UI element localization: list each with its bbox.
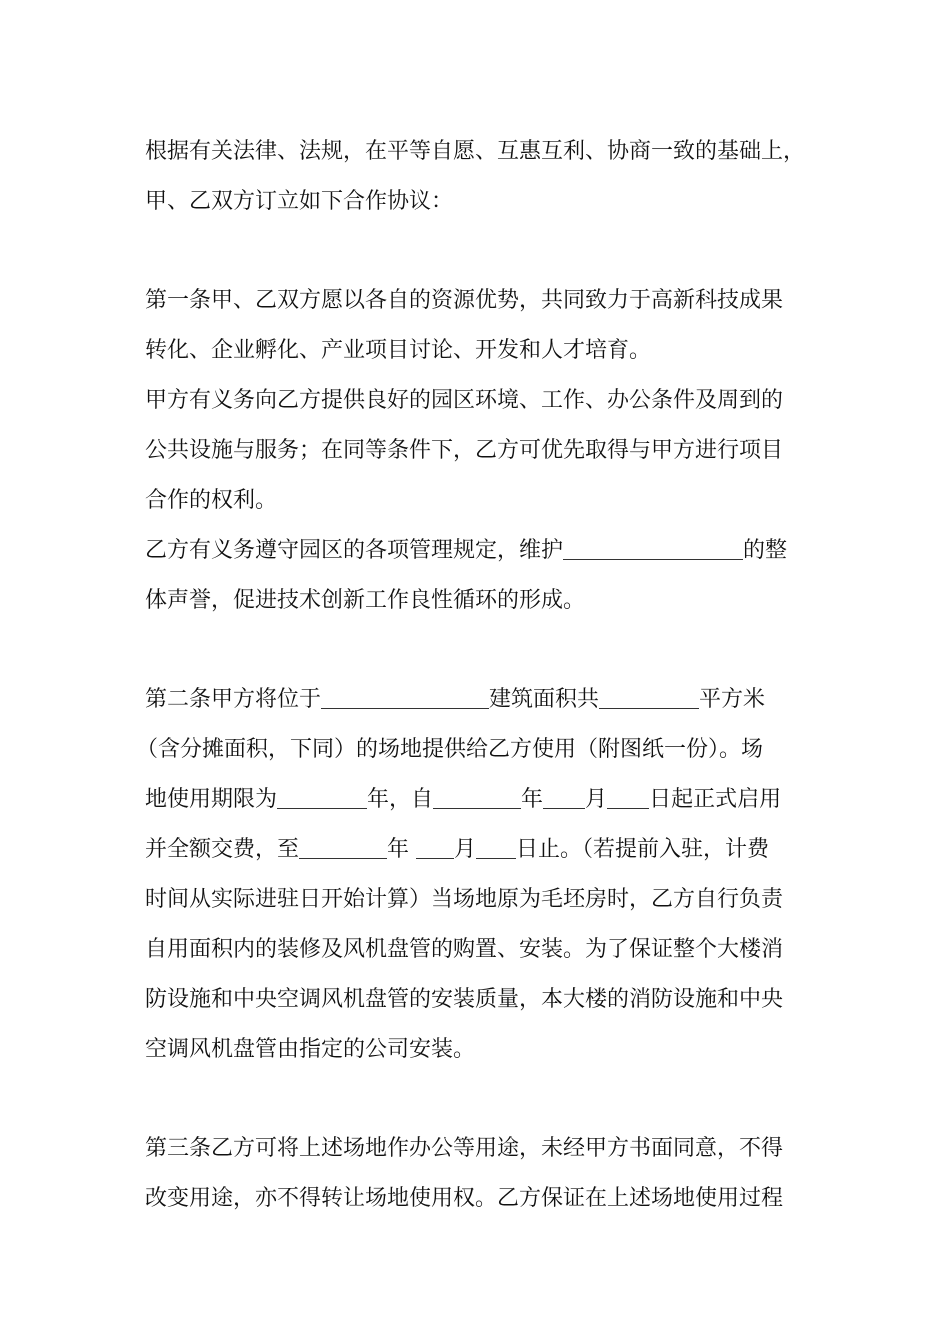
- text-segment: 并全额交费，至: [145, 837, 300, 862]
- fill-in-blank-end-day[interactable]: [476, 836, 516, 859]
- fill-in-blank-location[interactable]: [321, 686, 489, 709]
- article-1-line-1: 第一条甲、乙双方愿以各自的资源优势，共同致力于高新科技成果: [145, 288, 784, 313]
- fill-in-blank-park-name[interactable]: [563, 537, 743, 560]
- fill-in-blank-end-year[interactable]: [299, 836, 387, 859]
- article-2-line-2: （含分摊面积，下同）的场地提供给乙方使用（附图纸一份）。场: [136, 737, 764, 762]
- article-3-line-2: 改变用途，亦不得转让场地使用权。乙方保证在上述场地使用过程: [145, 1186, 784, 1211]
- article-1-line-4: 公共设施与服务；在同等条件下，乙方可优先取得与甲方进行项目: [145, 438, 784, 463]
- text-segment: 月: [585, 787, 608, 812]
- article-1-line-2: 转化、企业孵化、产业项目讨论、开发和人才培育。: [145, 338, 652, 363]
- text-segment: 日止。（若提前入驻，计费: [516, 837, 770, 862]
- article-2-line-5: 时间从实际进驻日开始计算）当场地原为毛坯房时，乙方自行负责: [145, 887, 784, 912]
- fill-in-blank-start-year[interactable]: [433, 786, 521, 809]
- text-segment: 日起正式启用: [649, 787, 782, 812]
- fill-in-blank-end-month[interactable]: [416, 836, 454, 859]
- preamble-line-2: 甲、乙双方订立如下合作协议：: [145, 189, 454, 214]
- fill-in-blank-area[interactable]: [599, 686, 699, 709]
- text-segment: 月: [454, 837, 477, 862]
- text-segment: 的整: [743, 538, 788, 563]
- text-segment: 建筑面积共: [489, 687, 600, 712]
- text-segment: 第二条甲方将位于: [145, 687, 322, 712]
- fill-in-blank-start-day[interactable]: [607, 786, 649, 809]
- text-segment: 年: [387, 837, 417, 862]
- article-1-line-6: [145, 536, 787, 566]
- text-segment: 地使用期限为: [145, 787, 278, 812]
- fill-in-blank-term-years[interactable]: [277, 786, 367, 809]
- fill-in-blank-start-month[interactable]: [543, 786, 585, 809]
- article-1-line-3: 甲方有义务向乙方提供良好的园区环境、工作、办公条件及周到的: [145, 388, 784, 413]
- text-segment: 年: [521, 787, 544, 812]
- article-1-line-5: 合作的权利。: [145, 488, 278, 513]
- text-segment: 年，自: [367, 787, 434, 812]
- text-segment: 平方米: [699, 687, 766, 712]
- article-2-line-3: [145, 785, 781, 815]
- article-2-line-4: [145, 835, 769, 865]
- article-3-line-1: 第三条乙方可将上述场地作办公等用途，未经甲方书面同意，不得: [145, 1136, 784, 1161]
- preamble-line-1: 根据有关法律、法规，在平等自愿、互惠互利、协商一致的基础上，: [145, 139, 806, 164]
- article-2-line-8: 空调风机盘管由指定的公司安装。: [145, 1037, 476, 1062]
- article-2-line-7: 防设施和中央空调风机盘管的安装质量，本大楼的消防设施和中央: [145, 987, 784, 1012]
- article-2-line-1: [145, 685, 765, 715]
- text-segment: 乙方有义务遵守园区的各项管理规定，维护: [145, 538, 564, 563]
- article-2-line-6: 自用面积内的装修及风机盘管的购置、安装。为了保证整个大楼消: [145, 937, 784, 962]
- article-1-line-7: 体声誉，促进技术创新工作良性循环的形成。: [145, 588, 586, 613]
